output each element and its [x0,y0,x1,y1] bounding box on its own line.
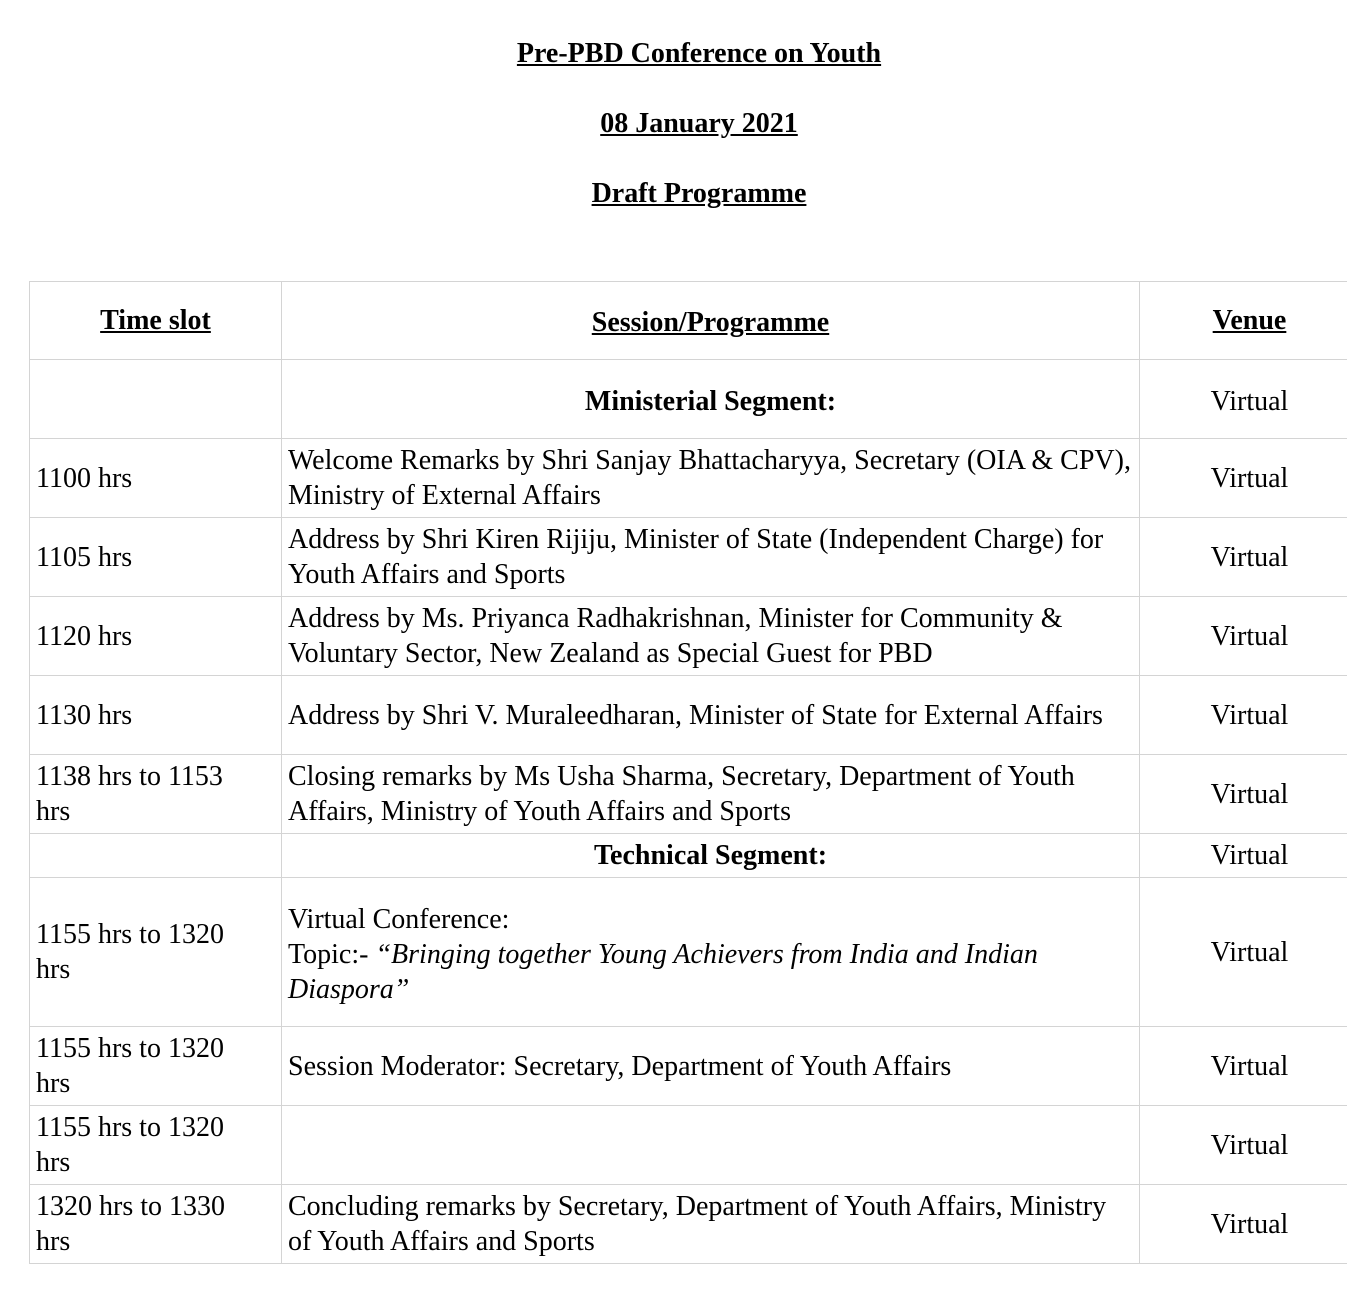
document-date: 08 January 2021 [600,108,798,139]
time-cell [30,360,282,439]
time-cell: 1155 hrs to 1320 hrs [30,878,282,1027]
header-venue: Venue [1140,282,1347,360]
time-cell: 1130 hrs [30,676,282,755]
table-row [30,676,1347,755]
session-line: Virtual Conference: [288,903,510,935]
venue-cell: Virtual [1140,360,1347,439]
header-session: Session/Programme [282,282,1140,360]
session-cell: Address by Shri Kiren Rijiju, Minister of State (Independent Charge) for Youth Affairs and Sports [282,518,1140,597]
header-time-slot: Time slot [30,282,282,360]
table-row [30,597,1347,676]
segment-heading: Technical Segment: [282,834,1140,878]
document-title: Pre-PBD Conference on Youth [516,38,882,69]
session-topic [288,937,1133,1007]
time-cell: 1105 hrs [30,518,282,597]
table-row [30,1185,1347,1264]
topic-prefix: Topic:- [288,938,376,970]
time-cell [30,834,282,878]
session-cell [282,878,1140,1027]
session-cell: Address by Ms. Priyanca Radhakrishnan, Minister for Community & Voluntary Sector, New Zealand as Special Guest for PBD [282,597,1140,676]
table-row [30,878,1347,1027]
time-cell: 1155 hrs to 1320 hrs [30,1106,282,1185]
session-cell: Address by Shri V. Muraleedharan, Minister of State for External Affairs [282,676,1140,755]
venue-cell: Virtual [1140,755,1347,834]
venue-cell: Virtual [1140,597,1347,676]
venue-cell: Virtual [1140,676,1347,755]
venue-cell: Virtual [1140,439,1347,518]
venue-cell: Virtual [1140,1185,1347,1264]
table-row [30,439,1347,518]
time-cell: 1100 hrs [30,439,282,518]
table-row [30,360,1347,439]
session-cell [282,1106,1140,1185]
document-subtitle: Draft Programme [591,178,807,209]
table-row [30,834,1347,878]
segment-heading: Ministerial Segment: [282,360,1140,439]
table-row [30,1027,1347,1106]
venue-cell: Virtual [1140,1027,1347,1106]
table-header-row [30,282,1347,360]
session-cell: Session Moderator: Secretary, Department of Youth Affairs [282,1027,1140,1106]
session-cell: Closing remarks by Ms Usha Sharma, Secretary, Department of Youth Affairs, Ministry of Youth Affairs and Sports [282,755,1140,834]
time-cell: 1320 hrs to 1330 hrs [30,1185,282,1264]
time-cell: 1138 hrs to 1153 hrs [30,755,282,834]
time-cell: 1155 hrs to 1320 hrs [30,1027,282,1106]
session-cell: Welcome Remarks by Shri Sanjay Bhattacharyya, Secretary (OIA & CPV), Ministry of External Affairs [282,439,1140,518]
table-row [30,755,1347,834]
programme-table [29,281,1347,1264]
venue-cell: Virtual [1140,878,1347,1027]
time-cell: 1120 hrs [30,597,282,676]
table-row [30,1106,1347,1185]
table-row [30,518,1347,597]
venue-cell: Virtual [1140,834,1347,878]
venue-cell: Virtual [1140,1106,1347,1185]
session-cell: Concluding remarks by Secretary, Department of Youth Affairs, Ministry of Youth Affairs and Sports [282,1185,1140,1264]
topic-text: “Bringing together Young Achievers from India and Indian Diaspora” [288,938,1038,1005]
venue-cell: Virtual [1140,518,1347,597]
